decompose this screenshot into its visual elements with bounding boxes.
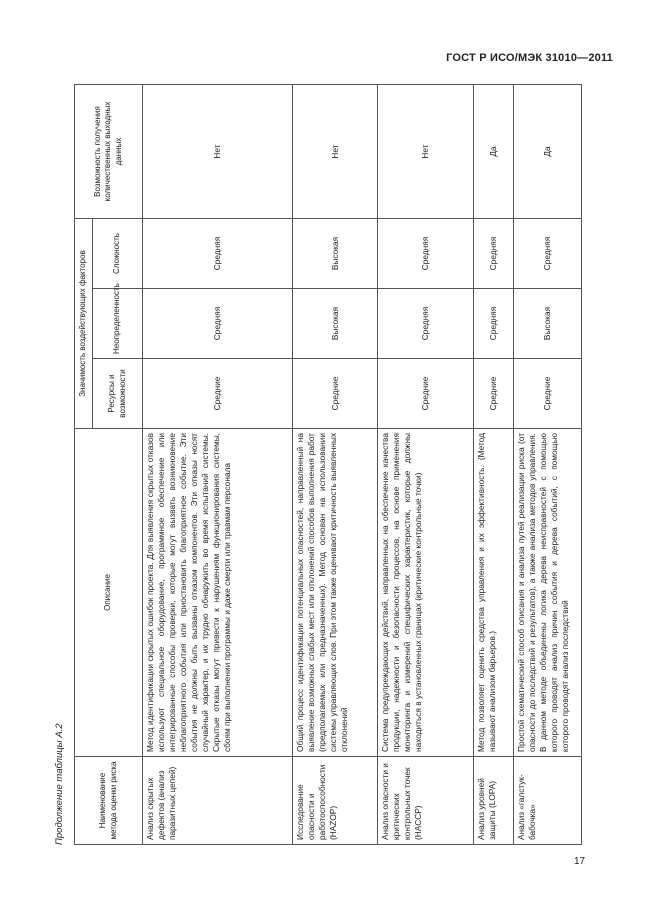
header-complexity: Сложность [93, 219, 143, 289]
table-row [378, 85, 474, 845]
uncertainty-value: Средняя [378, 289, 474, 359]
resources-value: Средние [143, 359, 293, 429]
method-description: Общий процесс идентификации потенциальных опасностей, направленный на выявление возможных слабых мест или отклонений способов выполнения работ (предполагаемых или предназначенных). Метод основан на использовании системы управляющих слов. При этом также оценивают критичность выявленных отклонений [293, 429, 378, 757]
header-resources: Ресурсы и возможности [93, 359, 143, 429]
complexity-value: Средняя [378, 219, 474, 289]
page-number: 17 [574, 856, 586, 867]
resources-value: Средние [293, 359, 378, 429]
resources-value: Средние [514, 359, 582, 429]
method-name: Анализ «галстук-бабочка» [514, 757, 582, 845]
table-row [293, 85, 378, 845]
method-name: Исследование опасности и работоспособности (HAZOP) [293, 757, 378, 845]
table-row [474, 85, 514, 845]
complexity-value: Высокая [293, 219, 378, 289]
method-name: Анализ скрытых дефектов (анализ паразитных цепей) [143, 757, 293, 845]
header-uncertainty: Неопределенность [93, 289, 143, 359]
method-name: Анализ уровней защиты (LOPA) [474, 757, 514, 845]
resources-value: Средние [474, 359, 514, 429]
quantitative-value: Да [474, 85, 514, 219]
uncertainty-value: Средняя [143, 289, 293, 359]
quantitative-value: Да [514, 85, 582, 219]
table-row [143, 85, 293, 845]
header-quantitative-output: Возможность получения количественных выходных данных [75, 85, 143, 219]
quantitative-value: Нет [293, 85, 378, 219]
header-method: Наименование метода оценки риска [75, 757, 143, 845]
complexity-value: Средняя [143, 219, 293, 289]
header-description: Описание [75, 429, 143, 757]
header-factor-significance: Значимость воздействующих факторов [75, 219, 93, 429]
quantitative-value: Нет [143, 85, 293, 219]
table-row [514, 85, 582, 845]
risk-methods-table [74, 84, 582, 845]
method-description: Простой схематический способ описания и анализа путей реализации риска (от опасности до последствий и результатов), а также анализа методов управления. В данном методе объединены логика дерева неисправностей с помощью которого проводят анализ причин события и дерева событий, с помощью которого проводят анализ последствий [514, 429, 582, 757]
quantitative-value: Нет [378, 85, 474, 219]
rotated-table-sheet [48, 85, 580, 845]
uncertainty-value: Высокая [293, 289, 378, 359]
method-description: Метод позволяет оценить средства управления и их эффективность. (Метод называют анализом барьеров.) [474, 429, 514, 757]
uncertainty-value: Высокая [514, 289, 582, 359]
method-description: Метод идентификации скрытых ошибок проекта. Для выявления скрытых отказов используют специальное оборудование, программное обеспечение или интегрированные способы проверки, которые могут вызвать возникновение неблагоприятного события или приостановить благоприятное событие. Эти события не должны быть вызваны отказом компонентов. Эти отказы носят случайный характер, и их трудно обнаружить во время испытаний системы. Скрытые отказы могут привести к нарушениям функционирования системы, сбоям при выполнении программы и даже смерти или травмам персонала [143, 429, 293, 757]
standard-code: ГОСТ Р ИСО/МЭК 31010—2011 [446, 52, 613, 64]
method-description: Система предупреждающих действий, направленных на обеспечение качества продукции, надежности и безопасности процессов, на основе применения мониторинга и измерений специфических характеристик, которые должны находиться в установленных границах (критические контрольные точки) [378, 429, 474, 757]
complexity-value: Средняя [474, 219, 514, 289]
table-caption: Продолжение таблицы А.2 [54, 723, 65, 845]
uncertainty-value: Средняя [474, 289, 514, 359]
method-name: Анализ опасности и критических контрольных точек (HACCP) [378, 757, 474, 845]
resources-value: Средние [378, 359, 474, 429]
complexity-value: Средняя [514, 219, 582, 289]
